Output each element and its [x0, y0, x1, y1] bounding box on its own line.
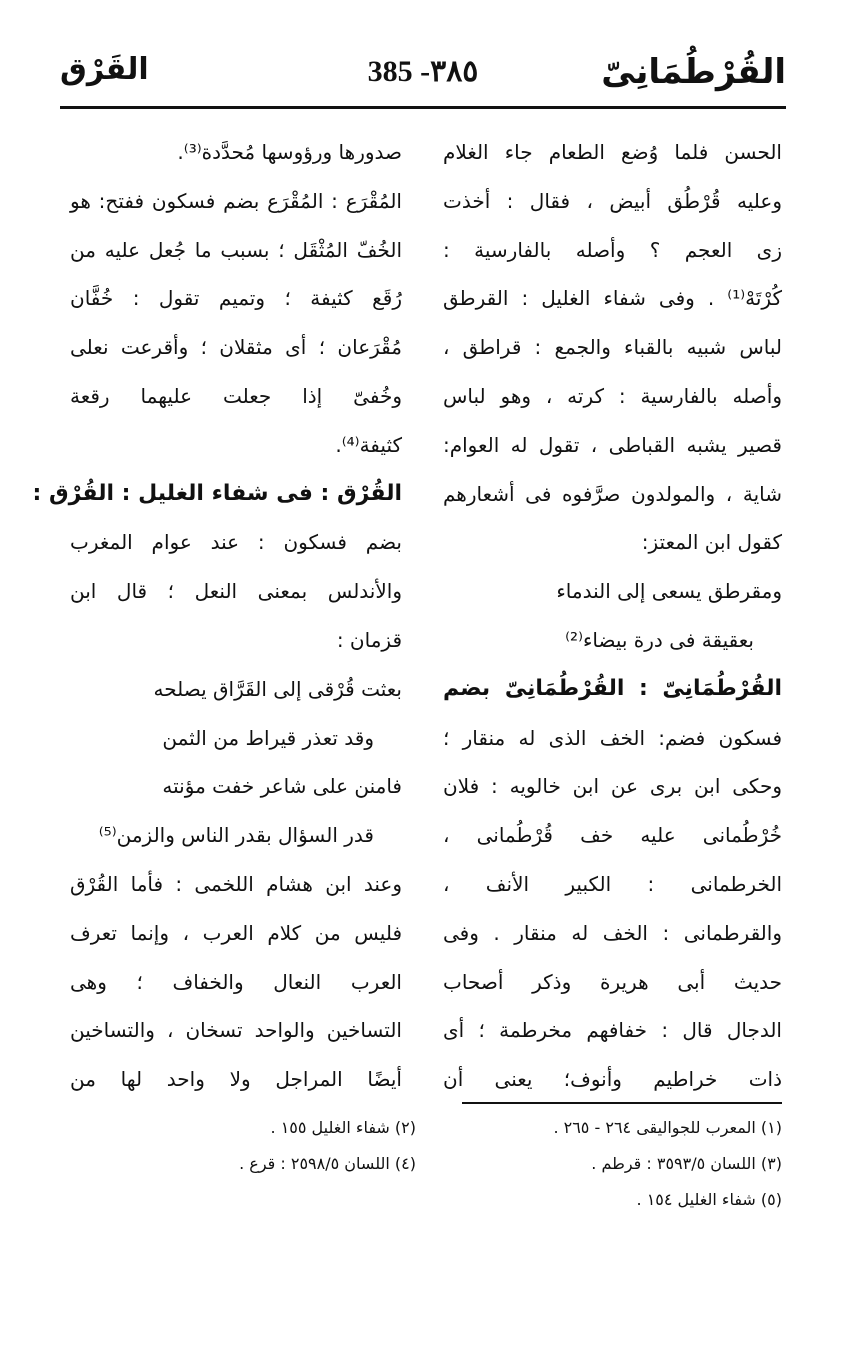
text-line: والأندلس بمعنى النعل ؛ قال ابن [70, 579, 402, 604]
footnote-1: (١) المعرب للجواليقى ٢٦٤ - ٢٦٥ . [553, 1118, 782, 1137]
text-line: التساخين والواحد تسخان ، والتساخين [70, 1018, 402, 1043]
verse-line: بعثت قُرْقى إلى القَرَّاق يصلحه [153, 676, 402, 701]
running-head-right: القُرْطُمَانِىّ [601, 52, 786, 92]
text-line: وأصله بالفارسية : كرته ، وهو لباس [443, 383, 782, 408]
text-line: كُرْتَهْ⁽¹⁾ . وفى شفاء الغليل : القرطق [443, 286, 782, 311]
text-line: العرب النعال والخفاف ؛ وهى [70, 969, 402, 994]
text-line: وعليه قُرْطُق أبيض ، فقال : أخذت [443, 188, 782, 213]
verse-line: ومقرطق يسعى إلى الندماء [556, 579, 782, 604]
text-line: حديث أبى هريرة وذكر أصحاب [443, 969, 782, 994]
text-line: وخُفىّ إذا جعلت عليهما رقعة [70, 383, 402, 408]
entry-heading-muqra: المُقْرَع : المُقْرَع بضم فسكون ففتح: هو [70, 188, 402, 213]
entry-heading-qurq: القُرْق : فى شفاء الغليل : القُرْق : [32, 480, 402, 506]
text-line: خُرْطُمانى عليه خف قُرْطُمانى ، [443, 823, 782, 848]
text-line: شاية ، والمولدون صرَّفوه فى أشعارهم [443, 481, 782, 506]
text-line: قصير يشبه القباطى ، تقول له العوام: [443, 432, 782, 457]
text-line: مُقْرَعان ؛ أى مثقلان ؛ وأقرعت نعلى [70, 335, 402, 360]
text-line: فليس من كلام العرب ، وإنما تعرف [70, 920, 402, 945]
text-line: وحكى ابن برى عن ابن خالويه : فلان [443, 774, 782, 799]
footnote-2: (٢) شفاء الغليل ١٥٥ . [270, 1118, 416, 1137]
text-line: الدجال قال : خفافهم مخرطمة ؛ أى [443, 1018, 782, 1043]
running-head-left: القَرْق [60, 52, 149, 87]
text-line: أيضًا المراجل ولا واحد لها من [70, 1067, 402, 1092]
page-number: 385 -٣٨٥ [367, 55, 479, 88]
text-line: زى العجم ؟ وأصله بالفارسية : [443, 237, 782, 262]
text-line: كثيفة⁽⁴⁾. [335, 432, 402, 457]
entry-heading-qurtumani: القُرْطُمَانِىّ : القُرْطُمَانِىّ بضم [443, 675, 782, 701]
text-line: كقول ابن المعتز: [641, 530, 782, 555]
text-line: قزمان : [336, 627, 402, 652]
verse-line: فامنن على شاعر خفت مؤنته [162, 774, 402, 799]
verse-line: قدر السؤال بقدر الناس والزمن⁽⁵⁾ [98, 823, 374, 848]
footnote-3: (٣) اللسان ٣٥٩٣/٥ : قرطم . [591, 1154, 782, 1173]
text-line: الخرطمانى : الكبير الأنف ، [443, 871, 782, 896]
text-line: فسكون فضم: الخف الذى له منقار ؛ [443, 725, 782, 750]
page-header [60, 40, 786, 110]
right-column [443, 128, 782, 1104]
text-line: بضم فسكون : عند عوام المغرب [70, 530, 402, 555]
text-line: لباس شبيه بالقباء والجمع : قراطق ، [443, 335, 782, 360]
verse-line: وقد تعذر قيراط من الثمن [162, 725, 374, 750]
header-rule [60, 106, 786, 109]
footnote-5: (٥) شفاء الغليل ١٥٤ . [636, 1190, 782, 1209]
footnote-rule [462, 1102, 782, 1104]
left-column [32, 128, 402, 1104]
text-line: وعند ابن هشام اللخمى : فأما القُرْق [70, 871, 402, 896]
text-line: ذات خراطيم وأنوف؛ يعنى أن [443, 1067, 782, 1092]
text-line: والقرطمانى : الخف له منقار . وفى [443, 920, 782, 945]
text-line: الحسن فلما وُضع الطعام جاء الغلام [443, 140, 782, 164]
text-line: رُقَع كثيفة ؛ وتميم تقول : خُفَّان [70, 286, 402, 311]
verse-line: بعقيقة فى درة بيضاء⁽²⁾ [565, 627, 754, 652]
footnote-4: (٤) اللسان ٢٥٩٨/٥ : قرع . [239, 1154, 416, 1173]
text-line: الخُفّ المُثْقَل ؛ بسبب ما جُعل عليه من [70, 237, 402, 262]
text-line: صدورها ورؤوسها مُحدَّدة⁽³⁾. [177, 140, 402, 164]
